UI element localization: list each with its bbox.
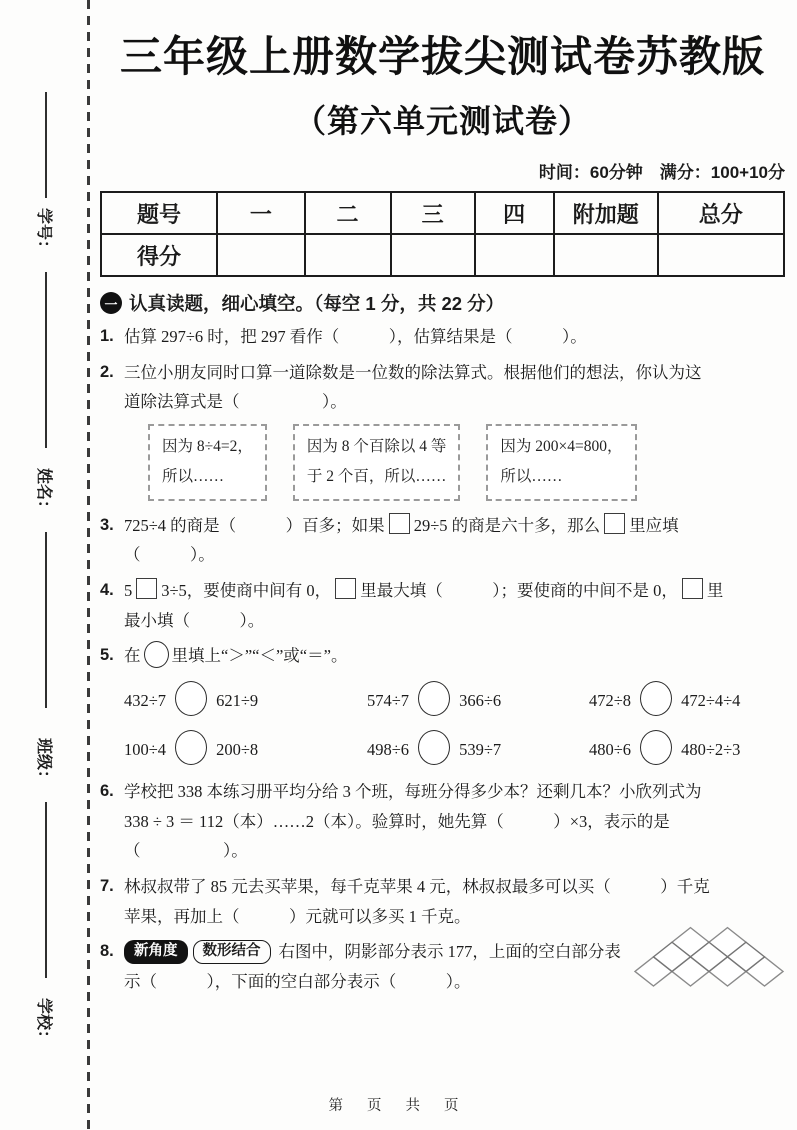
page-footer: 第 页 共 页 [328,1098,469,1114]
question-number: 2. [100,362,114,381]
question-number: 7. [100,877,114,895]
margin-label-name: 姓名： [35,467,52,516]
question-5 [100,641,785,765]
question-text: 学校把 338 本练习册平均分给 3 个班，每班分得多少本？还剩几本？小欣列式为 [124,781,702,801]
question-number: 6. [100,781,114,800]
question-number: 3. [100,515,114,534]
thought-bubble-2: 因为 8 个百除以 4 等 于 2 个百，所以…… [293,424,461,500]
question-text: 林叔叔带了 85 元去买苹果，每千克苹果 4 元，林叔叔最多可以买（ ）千克 [124,877,710,896]
thought-bubble-3: 因为 200×4=800， 所以…… [486,424,636,500]
score-row-label: 得分 [101,234,217,276]
score-table-header-0: 题号 [101,192,217,234]
diamond-figure [633,913,785,991]
score-table-header-3: 三 [391,192,475,234]
question-text: 估算 297÷6 时，把 297 看作（ ），估算结果是（ ）。 [124,327,587,346]
section-1-header [100,290,785,316]
blank-box [136,578,157,599]
comparison-circle [418,681,450,716]
question-6 [100,777,785,866]
score-cell [305,234,391,276]
question-text: 最小填（ ）。 [124,610,265,630]
question-number: 4. [100,580,114,599]
write-line [45,272,47,448]
margin-label-student-id: 学号： [35,207,52,256]
thought-bubbles-row [148,424,785,500]
score-cell [391,234,475,276]
score-table-header-5: 附加题 [554,192,658,234]
question-number: 1. [100,327,114,345]
question-8 [100,937,785,996]
comparison-item: 100÷4 200÷8 [124,730,367,765]
seal-dashed-divider [87,0,90,1130]
section-1-title: 认真读题，细心填空。（每空 1 分，共 22 分） [129,293,505,314]
question-4 [100,576,785,635]
thought-bubble-1: 因为 8÷4=2， 所以…… [148,424,267,500]
blank-box [389,513,410,534]
question-text: 新角度 数形结合 右图中，阴影部分表示 177，上面的空白部分表 [124,937,785,967]
question-text: 三位小朋友同时口算一道除数是一位数的除法算式。根据他们的想法，你认为这 [124,362,702,382]
score-table-header-2: 二 [305,192,391,234]
exam-meta: 时间：60分钟 满分：100+10分 [538,163,785,182]
write-line [45,532,47,708]
question-text: 5 3÷5，要使商中间有 0， 里最大填（ ）；要使商的中间不是 0， 里 [124,576,785,606]
comparison-circle [175,730,207,765]
blank-box [604,513,625,534]
score-cell [217,234,304,276]
question-text: （ ）。 [124,841,248,861]
left-seal-margin [0,0,92,1130]
comparison-circle [144,641,169,668]
new-angle-badge: 新角度 [124,940,188,963]
question-2 [100,358,785,417]
blank-box [335,578,356,599]
comparison-item: 498÷6 539÷7 [367,730,589,765]
comparison-circle [640,681,672,716]
number-shape-badge: 数形结合 [193,940,271,963]
question-text: 725÷4 的商是（ ）百多；如果 29÷5 的商是六十多，那么 里应填 [124,511,785,541]
question-text: 在 里填上“＞”“＜”或“＝”。 [124,641,785,671]
question-text: （ ）。 [124,545,215,565]
comparison-circle [418,730,450,765]
question-number: 8. [100,942,114,961]
question-number: 5. [100,646,114,665]
page-subtitle: （第六单元测试卷） [293,103,591,139]
question-text: 示（ ），下面的空白部分表示（ ）。 [124,972,471,992]
question-text: 道除法算式是（ ）。 [124,392,347,412]
question-text: 338 ÷ 3 ＝ 112（本）……2（本）。验算时，她先算（ ）×3，表示的是 [124,811,670,831]
comparison-item: 480÷6 480÷2÷3 [589,730,785,765]
margin-label-class: 班级： [35,737,52,786]
comparison-grid [124,681,785,765]
write-line [45,92,47,198]
page-title: 三年级上册数学拔尖测试卷苏教版 [119,33,765,80]
question-1 [100,322,785,352]
question-text: 苹果，再加上（ ）元就可以多买 1 千克。 [124,906,471,926]
question-3 [100,511,785,570]
write-line [45,802,47,978]
comparison-item: 432÷7 621÷9 [124,681,367,716]
comparison-item: 574÷7 366÷6 [367,681,589,716]
exam-content [100,0,785,997]
score-table-header-4: 四 [475,192,554,234]
score-table-header-6: 总分 [658,192,784,234]
score-cell [658,234,784,276]
section-number-icon: 一 [100,292,122,314]
score-table-header-1: 一 [217,192,304,234]
comparison-item: 472÷8 472÷4÷4 [589,681,785,716]
comparison-circle [640,730,672,765]
score-cell [554,234,658,276]
margin-label-school: 学校： [35,997,52,1046]
score-table [100,191,785,277]
blank-box [682,578,703,599]
comparison-circle [175,681,207,716]
score-cell [475,234,554,276]
